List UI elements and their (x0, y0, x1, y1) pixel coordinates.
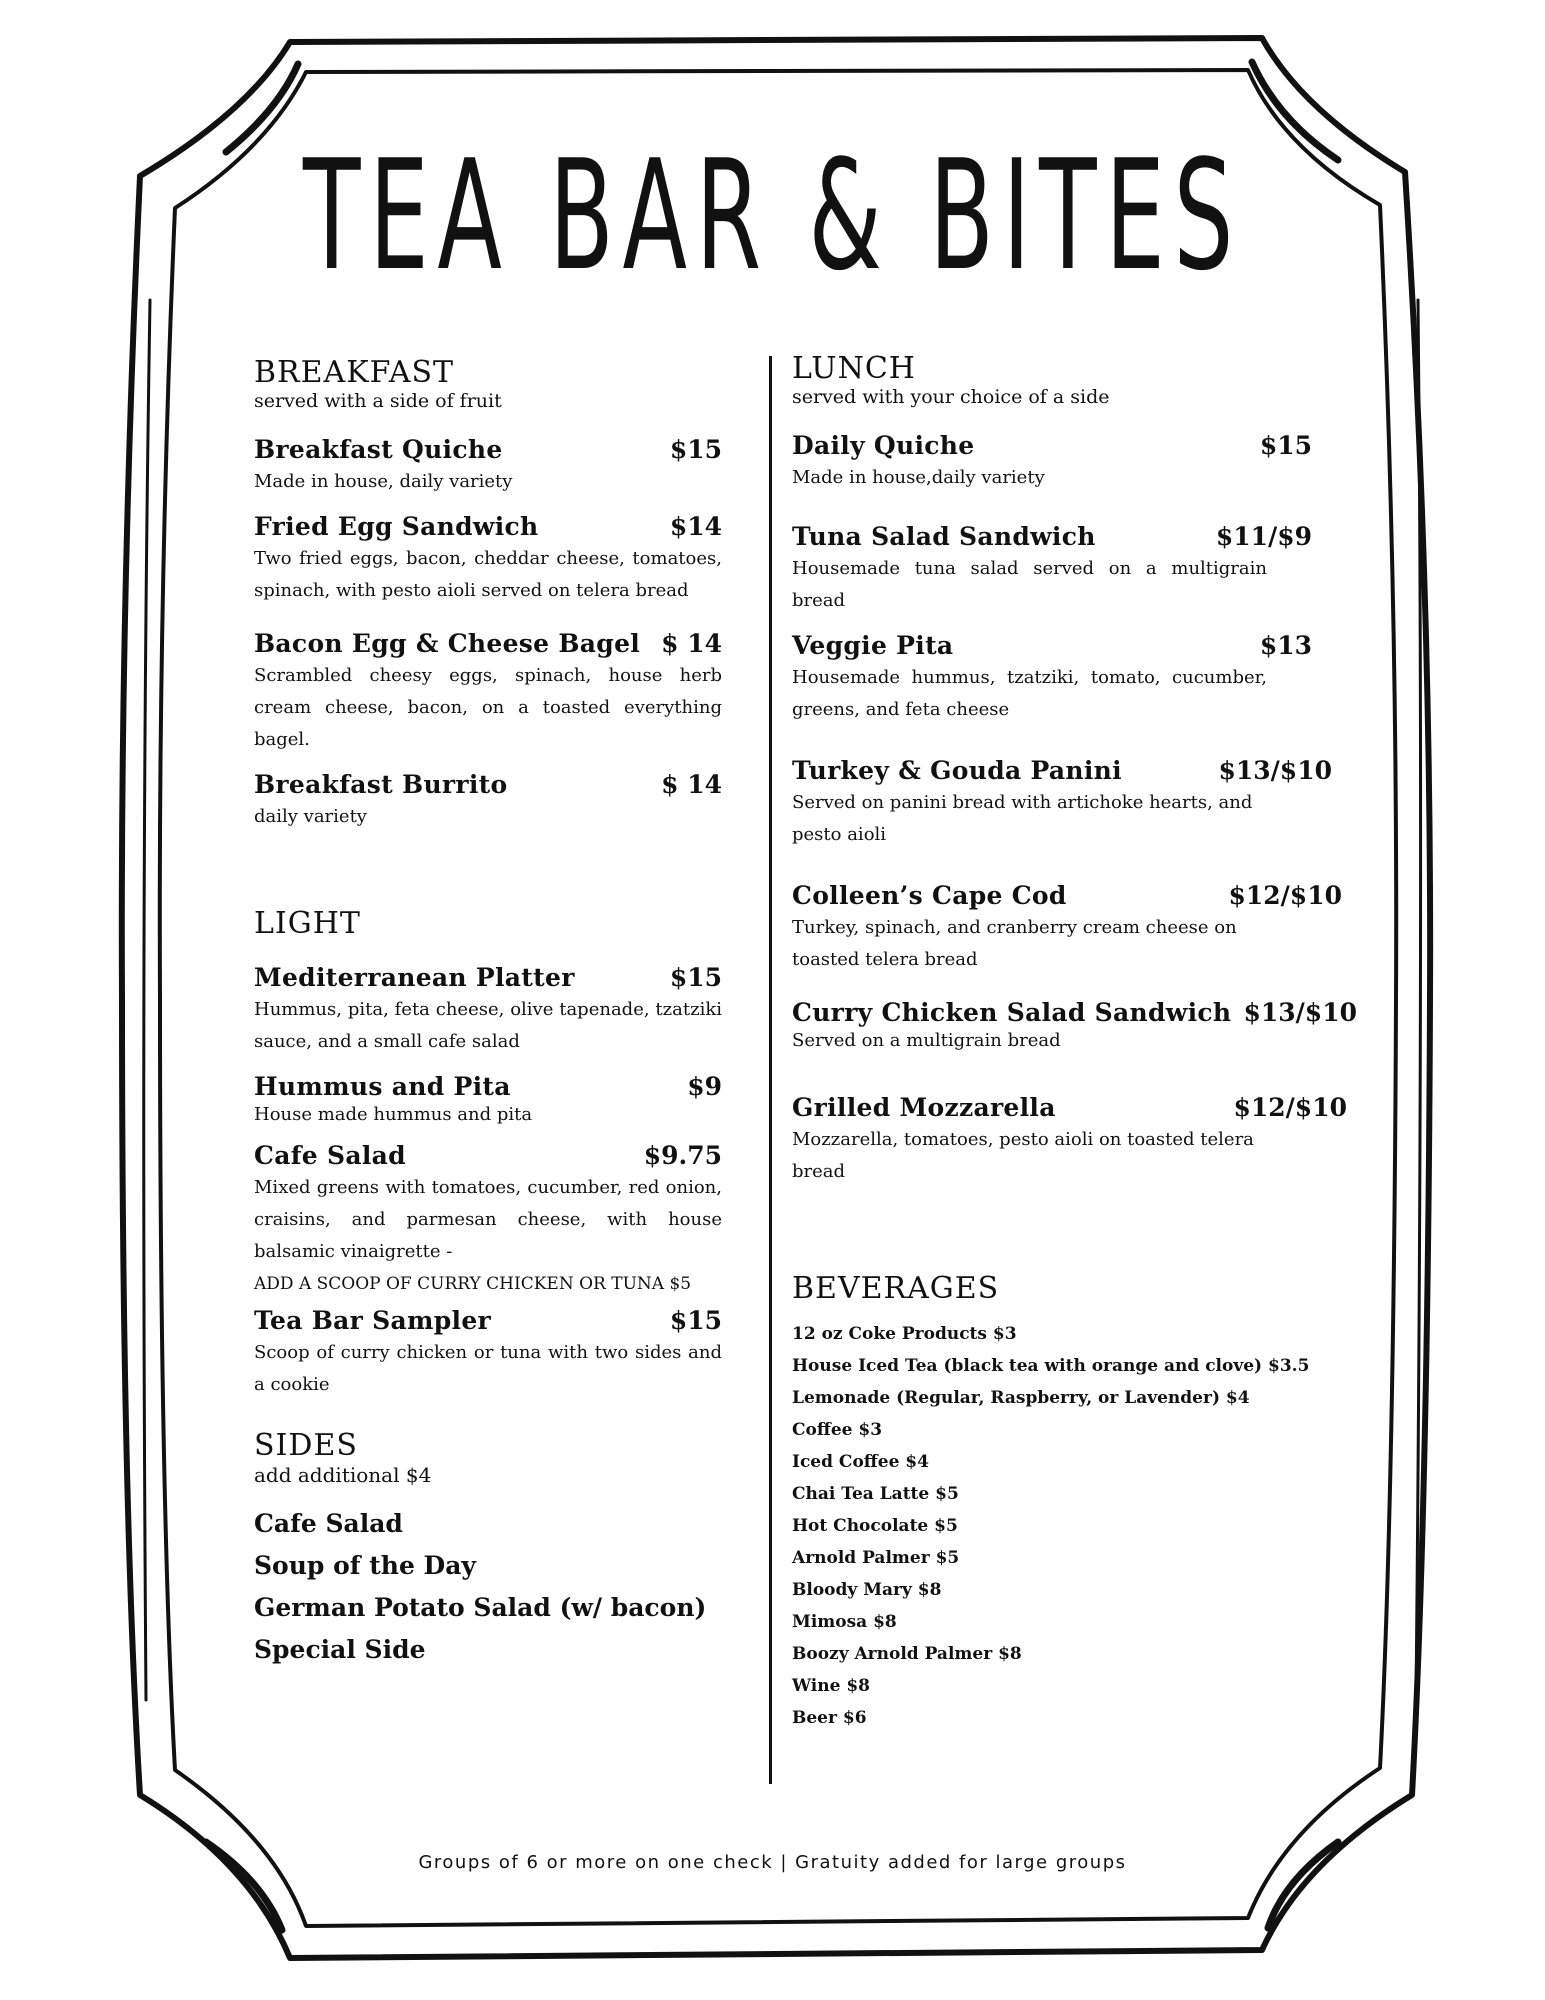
item-name: Colleen’s Cape Cod (792, 880, 1067, 910)
item-description: Made in house,daily variety (792, 466, 1045, 488)
menu-item (792, 756, 1332, 851)
sides-section (254, 1427, 722, 1671)
menu-item (254, 770, 722, 833)
item-description: Made in house, daily variety (254, 470, 513, 492)
item-name: Mediterranean Platter (254, 962, 575, 992)
beverage-item: Boozy Arnold Palmer $8 (792, 1643, 1022, 1664)
item-price: $13/$10 (1243, 997, 1357, 1027)
side-item: Cafe Salad (254, 1508, 403, 1538)
menu-item (254, 1306, 722, 1401)
item-price: $14 (669, 511, 722, 541)
beverage-item: Arnold Palmer $5 (792, 1547, 960, 1568)
light-section (254, 905, 722, 1401)
beverage-item: Chai Tea Latte $5 (792, 1483, 959, 1504)
beverage-item: Iced Coffee $4 (792, 1451, 929, 1472)
right-column (792, 351, 1357, 1734)
beverage-item: Bloody Mary $8 (792, 1579, 942, 1600)
beverage-item: 12 oz Coke Products $3 (792, 1323, 1017, 1344)
item-price: $15 (1259, 430, 1312, 460)
item-name: Cafe Salad (254, 1140, 406, 1170)
item-description: Housemade tuna salad served on a multigrain bread (792, 557, 1267, 611)
item-price: $9 (687, 1071, 722, 1101)
menu-item (254, 963, 722, 1058)
left-column (254, 355, 722, 1671)
menu-item (792, 631, 1312, 726)
menu-item (254, 1141, 722, 1300)
item-price: $ 14 (661, 628, 722, 658)
item-price: $13 (1259, 630, 1312, 660)
item-price: $9.75 (643, 1140, 722, 1170)
beverage-item: Coffee $3 (792, 1419, 883, 1440)
item-description: Scrambled cheesy eggs, spinach, house herb cream cheese, bacon, on a toasted everything bagel. (254, 664, 722, 750)
item-price: $13/$10 (1218, 755, 1332, 785)
lunch-section (792, 351, 1357, 1188)
column-divider (769, 356, 772, 1784)
item-addon: ADD A SCOOP OF CURRY CHICKEN OR TUNA $5 (254, 1273, 692, 1294)
item-name: Fried Egg Sandwich (254, 511, 539, 541)
menu-title: TEA BAR & BITES (302, 127, 1243, 304)
item-description: Scoop of curry chicken or tuna with two sides and a cookie (254, 1341, 722, 1395)
beverage-item: Beer $6 (792, 1707, 867, 1728)
item-name: Breakfast Quiche (254, 434, 503, 464)
beverage-item: Mimosa $8 (792, 1611, 897, 1632)
light-heading: LIGHT (254, 905, 361, 941)
menu-item (254, 512, 722, 607)
item-name: Grilled Mozzarella (792, 1092, 1056, 1122)
lunch-heading: LUNCH (792, 351, 916, 386)
side-item: Special Side (254, 1634, 426, 1664)
beverage-item: Lemonade (Regular, Raspberry, or Lavender) $4 (792, 1387, 1250, 1408)
footer-note: Groups of 6 or more on one check | Gratuity added for large groups (418, 1852, 1127, 1873)
item-name: Tea Bar Sampler (254, 1305, 492, 1335)
item-description: Turkey, spinach, and cranberry cream cheese on toasted telera bread (792, 916, 1237, 970)
item-description: Mixed greens with tomatoes, cucumber, red onion, craisins, and parmesan cheese, with house balsamic vinaigrette - (254, 1176, 722, 1262)
breakfast-heading: BREAKFAST (254, 355, 455, 390)
sides-heading: SIDES (254, 1427, 358, 1463)
beverages-heading: BEVERAGES (792, 1270, 1000, 1306)
item-description: daily variety (254, 805, 367, 827)
item-description: Hummus, pita, feta cheese, olive tapenade, tzatziki sauce, and a small cafe salad (254, 998, 722, 1052)
beverage-item: Wine $8 (792, 1675, 871, 1696)
item-price: $15 (669, 962, 722, 992)
beverage-item: Hot Chocolate $5 (792, 1515, 958, 1536)
item-price: $ 14 (661, 769, 722, 799)
item-price: $12/$10 (1233, 1092, 1347, 1122)
item-description: House made hummus and pita (254, 1103, 533, 1125)
menu-item (254, 435, 722, 498)
item-description: Served on a multigrain bread (792, 1029, 1061, 1051)
sides-subtitle: add additional $4 (254, 1462, 432, 1487)
item-description: Housemade hummus, tzatziki, tomato, cucumber, greens, and feta cheese (792, 666, 1267, 720)
item-name: Breakfast Burrito (254, 769, 508, 799)
breakfast-section (254, 355, 722, 833)
item-price: $11/$9 (1215, 521, 1312, 551)
menu-item (792, 1093, 1347, 1188)
side-item: German Potato Salad (w/ bacon) (254, 1592, 707, 1622)
item-name: Curry Chicken Salad Sandwich (792, 997, 1232, 1027)
item-price: $12/$10 (1228, 880, 1342, 910)
menu-item (792, 522, 1312, 617)
beverage-item: House Iced Tea (black tea with orange and clove) $3.5 (792, 1355, 1310, 1376)
item-description: Mozzarella, tomatoes, pesto aioli on toasted telera bread (792, 1128, 1254, 1182)
breakfast-subtitle: served with a side of fruit (254, 390, 502, 412)
item-description: Two fried eggs, bacon, cheddar cheese, tomatoes, spinach, with pesto aioli served on telera bread (254, 547, 722, 601)
menu-item (792, 881, 1342, 976)
menu-item (254, 1072, 722, 1127)
item-price: $15 (669, 434, 722, 464)
menu-item (254, 629, 722, 756)
side-item: Soup of the Day (254, 1550, 476, 1580)
item-name: Bacon Egg & Cheese Bagel (254, 628, 641, 658)
item-name: Turkey & Gouda Panini (792, 755, 1122, 785)
item-name: Tuna Salad Sandwich (792, 521, 1096, 551)
item-description: Served on panini bread with artichoke hearts, and pesto aioli (792, 791, 1253, 845)
item-name: Hummus and Pita (254, 1071, 511, 1101)
item-name: Veggie Pita (792, 630, 954, 660)
menu-item (792, 431, 1312, 494)
menu-item (792, 998, 1357, 1053)
beverages-section (792, 1270, 1352, 1734)
item-price: $15 (669, 1305, 722, 1335)
lunch-subtitle: served with your choice of a side (792, 386, 1110, 408)
item-name: Daily Quiche (792, 430, 975, 460)
